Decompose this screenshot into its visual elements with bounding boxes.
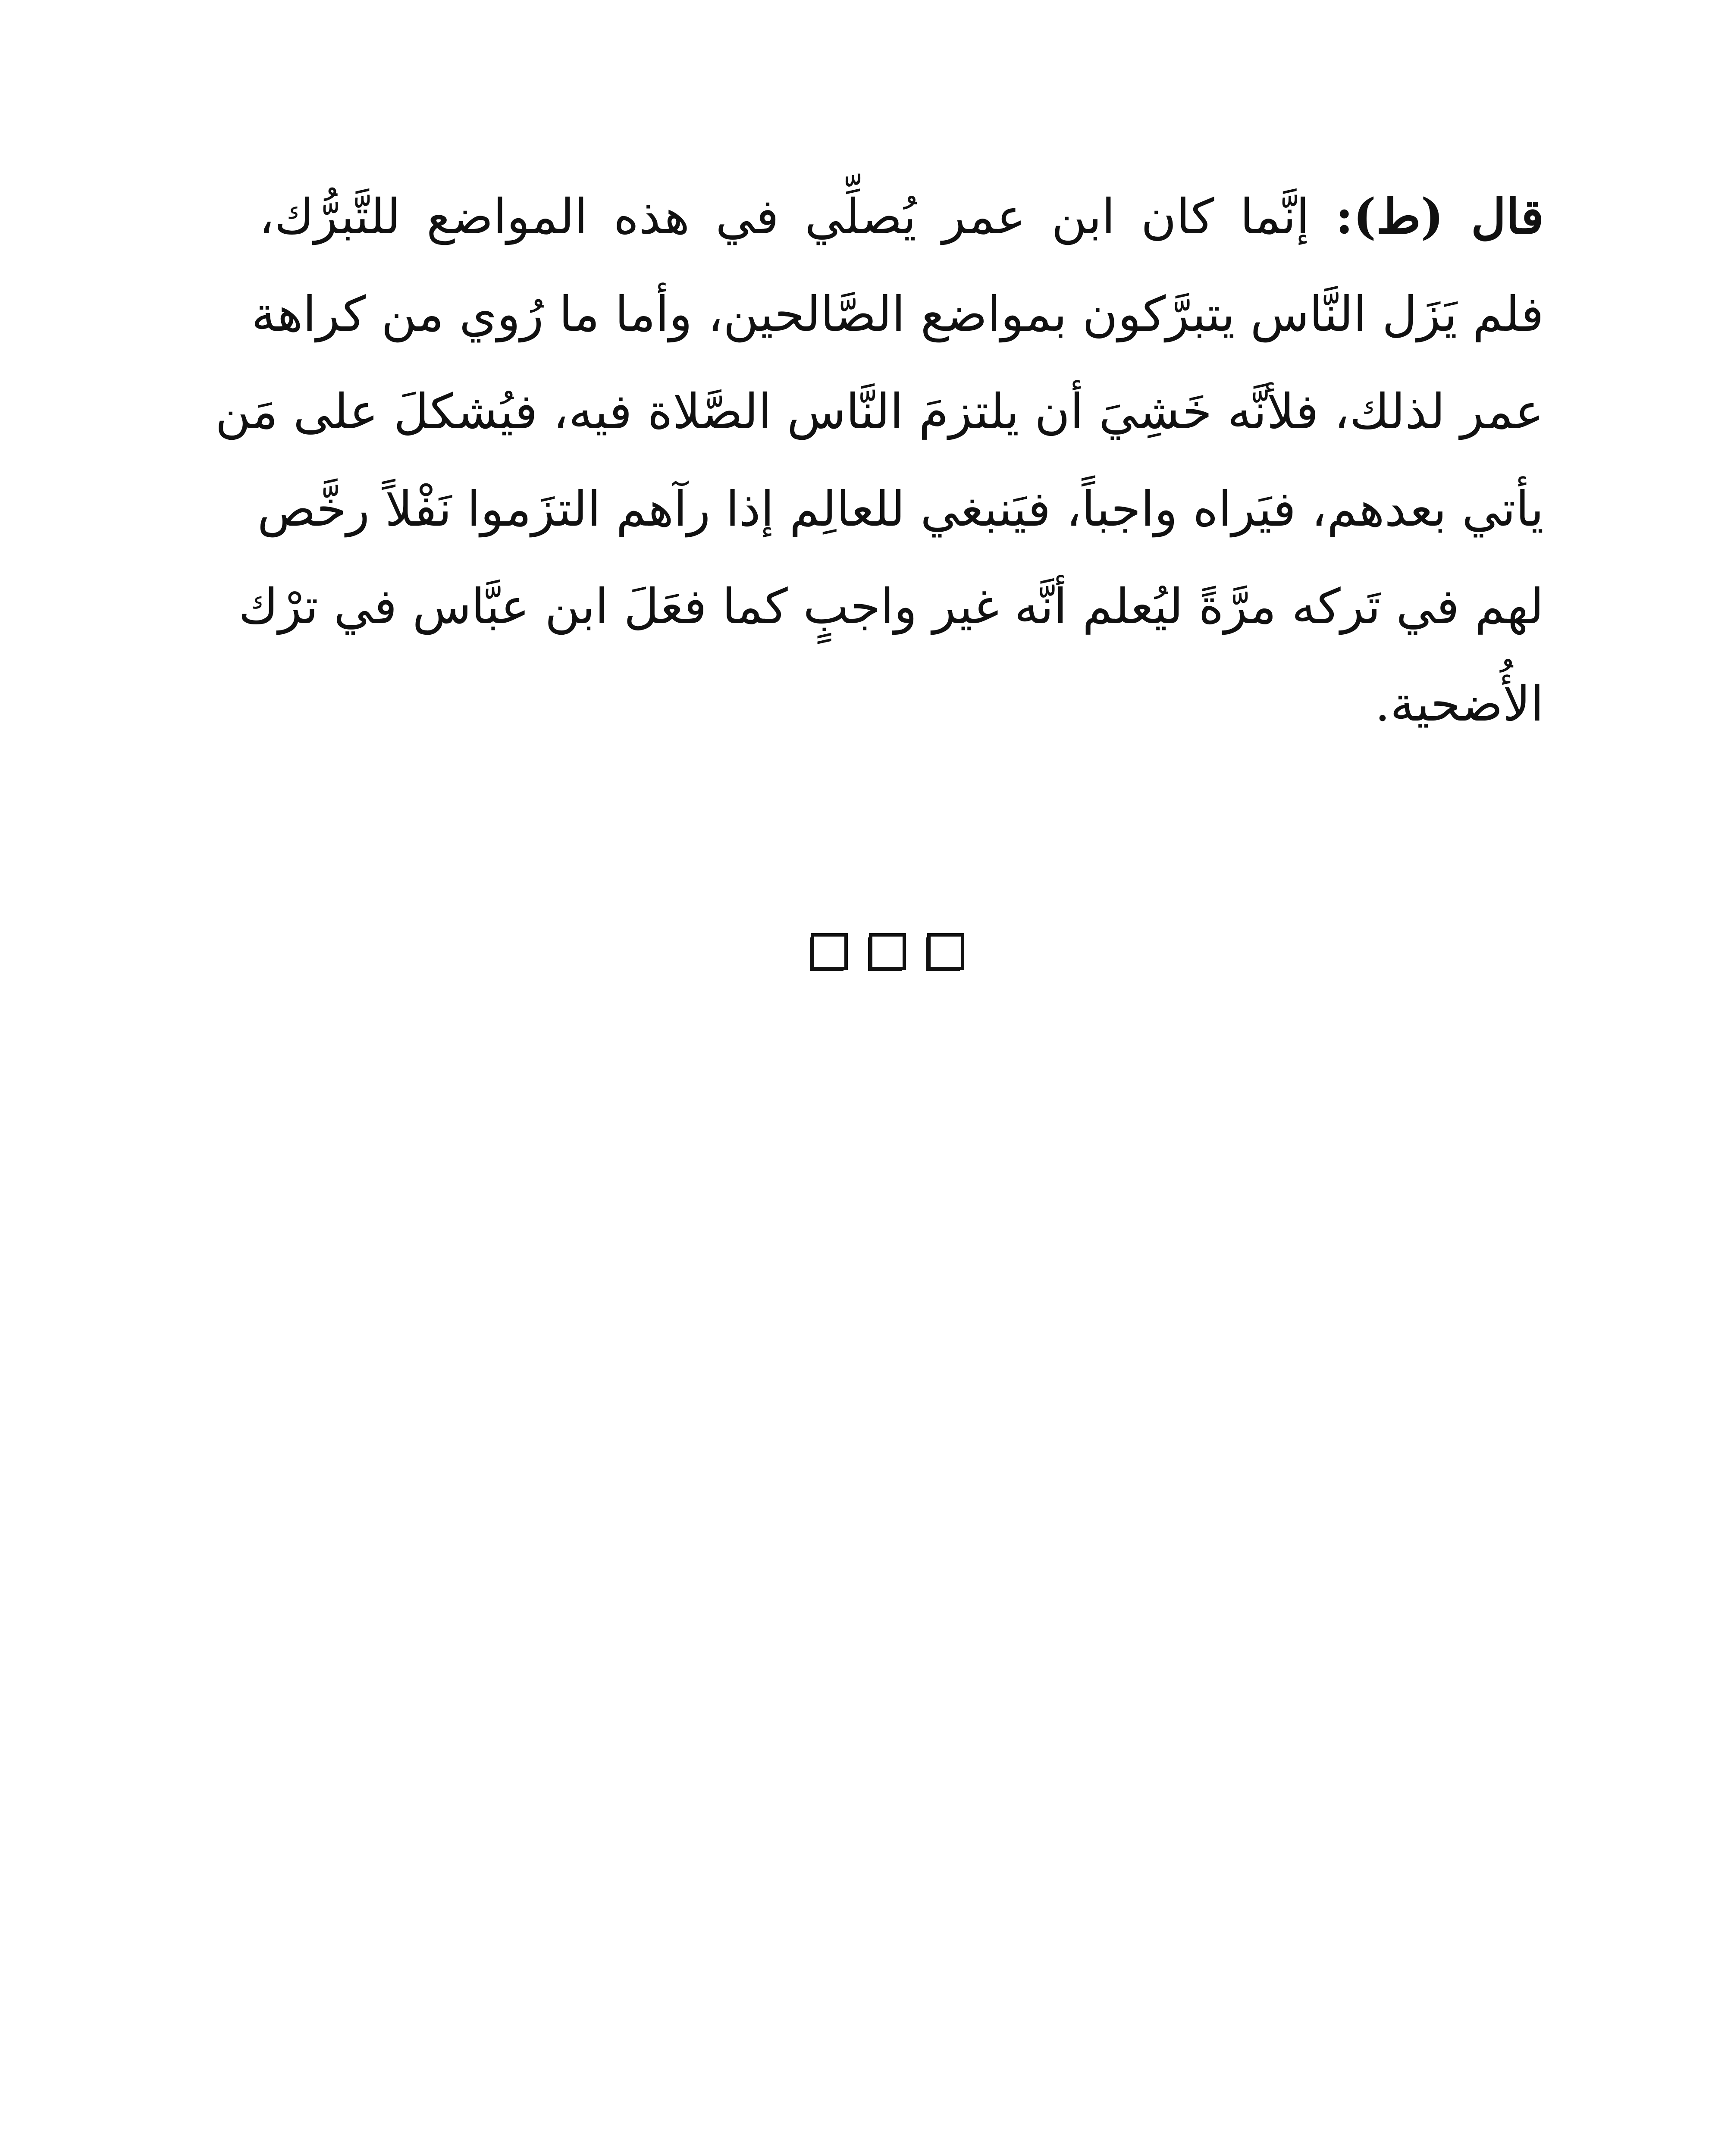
square-box-icon xyxy=(923,931,966,975)
body-line-3: عمر لذلك، فلأنَّه خَشِيَ أن يلتزمَ النَّاس الصَّلاة فيه، فيُشكلَ على مَن xyxy=(215,384,1544,440)
body-line-2: فلم يَزَل النَّاس يتبرَّكون بمواضع الصَّالحين، وأما ما رُوي من كراهة xyxy=(251,286,1544,342)
square-box-icon xyxy=(806,931,850,975)
body-line-4: يأتي بعدهم، فيَراه واجباً، فيَنبغي للعالِم إذا رآهم التزَموا نَفْلاً رخَّص xyxy=(257,481,1544,537)
section-separator xyxy=(806,931,966,975)
square-box-icon xyxy=(865,931,908,975)
speaker-label: قال (ط): xyxy=(1335,188,1544,245)
body-line-1-text: إنَّما كان ابن عمر يُصلِّي في هذه المواضع للتَّبرُّك، xyxy=(259,189,1336,245)
body-line-6: الأُضحية. xyxy=(1375,676,1544,732)
body-line-1 xyxy=(259,168,1544,266)
body-paragraph xyxy=(215,168,1544,753)
body-line-5: لهم في تَركه مرَّةً ليُعلم أنَّه غير واجبٍ كما فعَلَ ابن عبَّاس في ترْك xyxy=(238,579,1544,635)
